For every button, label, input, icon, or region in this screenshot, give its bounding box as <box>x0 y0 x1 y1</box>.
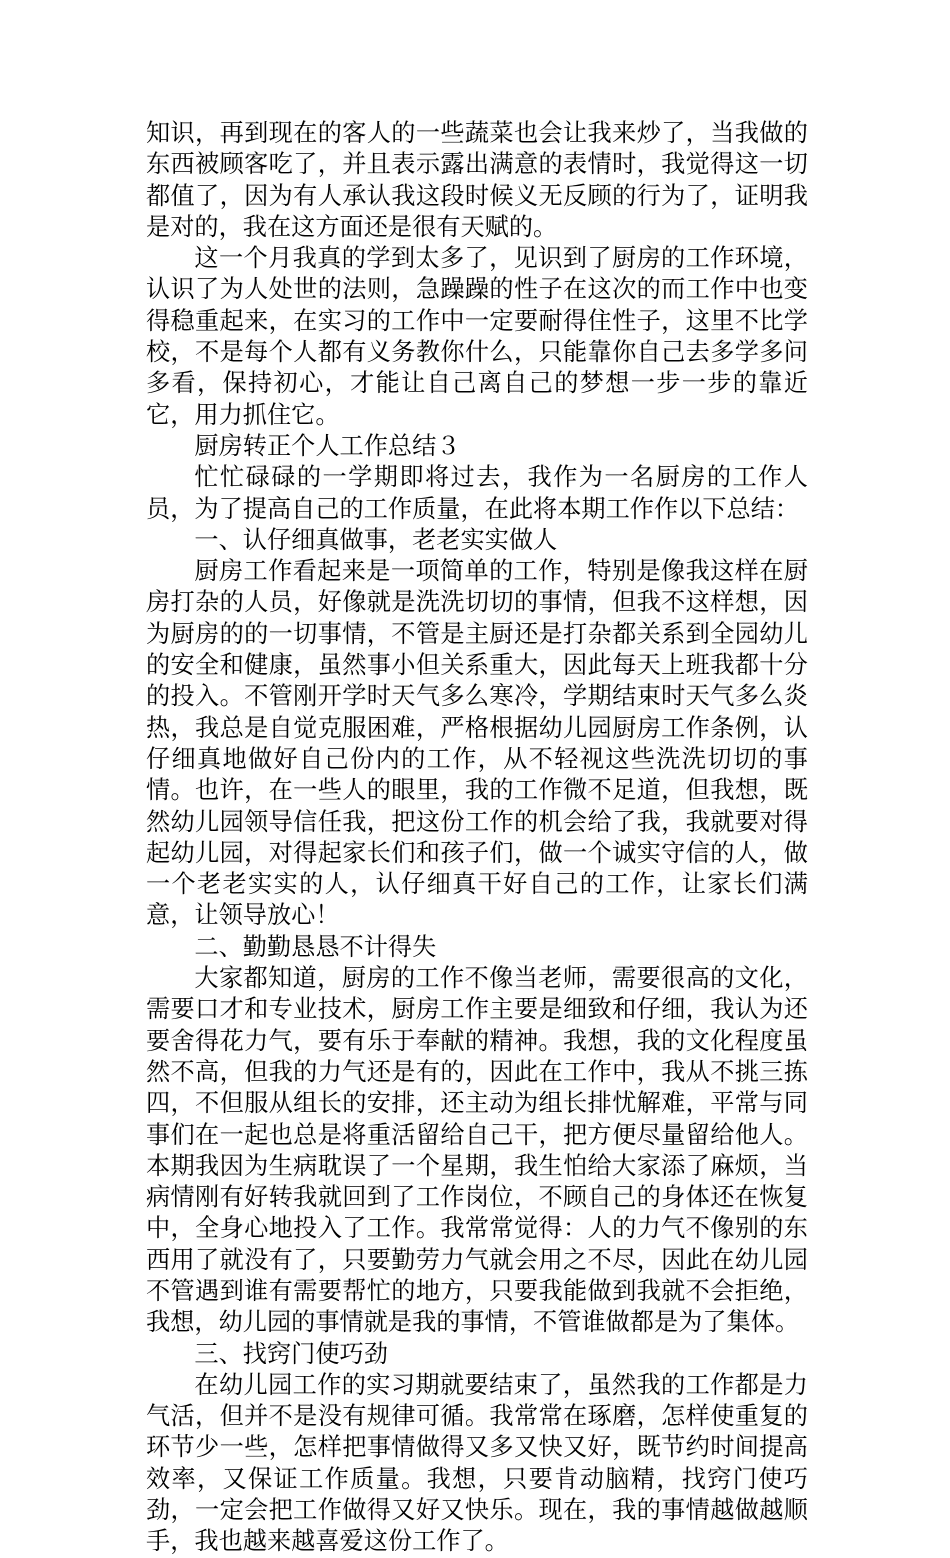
body-paragraph: 知识，再到现在的客人的一些蔬菜也会让我来炒了，当我做的东西被顾客吃了，并且表示露出满意的表情时，我觉得这一切都值了，因为有人承认我这段时候义无反顾的行为了，证明我是对的，我在这方面还是很有天赋的。 <box>146 119 808 241</box>
section-heading: 三、找窍门使巧劲 <box>194 1339 388 1368</box>
section-heading: 二、勤勤恳恳不计得失 <box>194 932 437 961</box>
body-paragraph: 厨房工作看起来是一项简单的工作，特别是像我这样在厨房打杂的人员，好像就是洗洗切切的事情，但我不这样想，因为厨房的的一切事情，不管是主厨还是打杂都关系到全园幼儿的安全和健康，虽然事小但关系重大，因此每天上班我都十分的投入。不管刚开学时天气多么寒冷，学期结束时天气多么炎热，我总是自觉克服困难，严格根据幼儿园厨房工作条例，认仔细真地做好自己份内的工作，从不轻视这些洗洗切切的事情。也许，在一些人的眼里，我的工作微不足道，但我想，既然幼儿园领导信任我，把这份工作的机会给了我，我就要对得起幼儿园，对得起家长们和孩子们，做一个诚实守信的人，做一个老老实实的人，认仔细真干好自己的工作，让家长们满意，让领导放心！ <box>146 557 808 930</box>
body-paragraph: 这一个月我真的学到太多了，见识到了厨房的工作环境，认识了为人处世的法则，急躁躁的性子在这次的而工作中也变得稳重起来，在实习的工作中一定要耐得住性子，这里不比学校，不是每个人都有义务教你什么，只能靠你自己去多学多问多看，保持初心，才能让自己离自己的梦想一步一步的靠近它，用力抓住它。 <box>146 244 808 429</box>
section-title: 厨房转正个人工作总结３ <box>194 431 461 460</box>
body-paragraph: 在幼儿园工作的实习期就要结束了，虽然我的工作都是力气活，但并不是没有规律可循。我常常在琢磨，怎样使重复的环节少一些，怎样把事情做得又多又快又好，既节约时间提高效率，又保证工作质量。我想，只要肯动脑精，找窍门使巧劲，一定会把工作做得又好又快乐。现在，我的事情越做越顺手，我也越来越喜爱这份工作了。 <box>146 1370 808 1556</box>
document-page <box>146 118 808 1558</box>
body-paragraph: 大家都知道，厨房的工作不像当老师，需要很高的文化，需要口才和专业技术，厨房工作主要是细致和仔细，我认为还要舍得花力气，要有乐于奉献的精神。我想，我的文化程度虽然不高，但我的力气还是有的，因此在工作中，我从不挑三拣四，不但服从组长的安排，还主动为组长排忧解难，平常与同事们在一起也总是将重活留给自己干，把方便尽量留给他人。本期我因为生病耽误了一个星期，我生怕给大家添了麻烦，当病情刚有好转我就回到了工作岗位，不顾自己的身体还在恢复中，全身心地投入了工作。我常常觉得：人的力气不像别的东西用了就没有了，只要勤劳力气就会用之不尽，因此在幼儿园不管遇到谁有需要帮忙的地方，只要我能做到我就不会拒绝，我想，幼儿园的事情就是我的事情，不管谁做都是为了集体。 <box>146 964 808 1337</box>
section-heading: 一、认仔细真做事，老老实实做人 <box>194 525 558 554</box>
body-paragraph: 忙忙碌碌的一学期即将过去，我作为一名厨房的工作人员，为了提高自己的工作质量，在此将本期工作作以下总结： <box>146 463 808 523</box>
